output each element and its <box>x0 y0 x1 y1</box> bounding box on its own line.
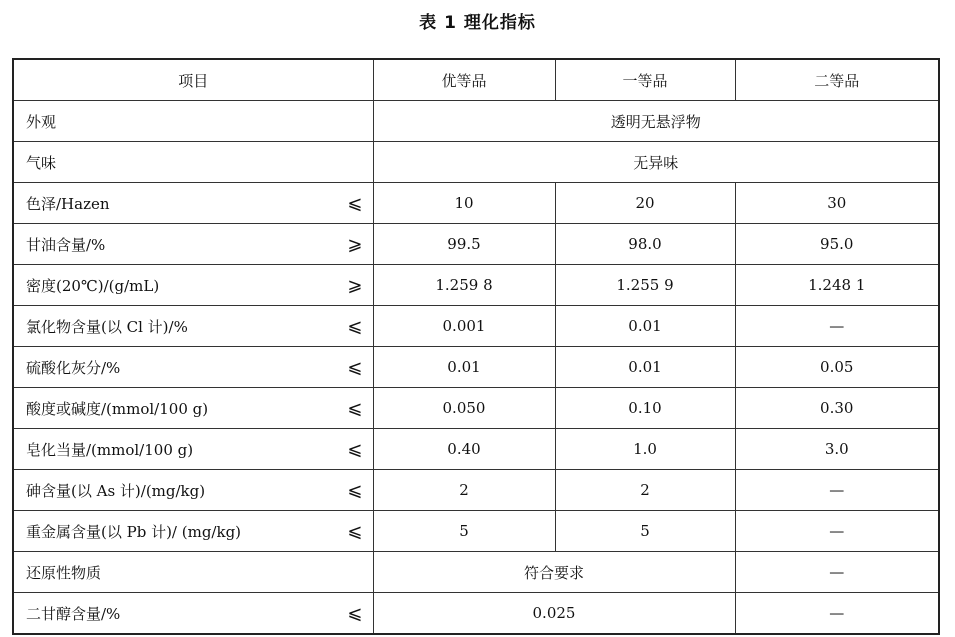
header-grade-first: 一等品 <box>555 59 735 101</box>
table-row <box>13 224 939 265</box>
table-row <box>13 347 939 388</box>
table-row <box>13 183 939 224</box>
table-row <box>13 470 939 511</box>
table-row <box>13 552 939 593</box>
value-second: — <box>735 306 939 347</box>
table-row <box>13 388 939 429</box>
comparison-symbol: ⩽ <box>347 397 363 419</box>
value-premium: 2 <box>373 470 555 511</box>
value-premium: 1.259 8 <box>373 265 555 306</box>
comparison-symbol: ⩽ <box>347 520 363 542</box>
value-premium-first-merged: 符合要求 <box>373 552 735 593</box>
row-item: 重金属含量(以 Pb 计)/ (mg/kg) <box>26 522 242 541</box>
row-item: 砷含量(以 As 计)/(mg/kg) <box>26 481 206 500</box>
table-title: 表 1 理化指标 <box>419 13 536 33</box>
table-row <box>13 265 939 306</box>
header-grade-second: 二等品 <box>735 59 939 101</box>
table-row <box>13 101 939 142</box>
value-first: 0.01 <box>555 347 735 388</box>
row-item: 甘油含量/% <box>26 235 106 254</box>
comparison-symbol: ⩽ <box>347 479 363 501</box>
value-second: 1.248 1 <box>735 265 939 306</box>
value-first: 0.01 <box>555 306 735 347</box>
table-row <box>13 429 939 470</box>
table-row <box>13 593 939 635</box>
value-first: 98.0 <box>555 224 735 265</box>
table-row <box>13 511 939 552</box>
value-premium-first-merged: 0.025 <box>373 593 735 635</box>
comparison-symbol: ⩾ <box>347 233 363 255</box>
specification-table <box>12 58 940 635</box>
row-item: 色泽/Hazen <box>26 194 110 213</box>
value-premium: 0.001 <box>373 306 555 347</box>
row-item: 还原性物质 <box>13 552 373 593</box>
row-item: 气味 <box>13 142 373 183</box>
value-second: — <box>735 511 939 552</box>
value-premium: 0.40 <box>373 429 555 470</box>
comparison-symbol: ⩽ <box>347 602 363 624</box>
value-second: 0.05 <box>735 347 939 388</box>
row-item: 二甘醇含量/% <box>26 604 121 623</box>
header-grade-premium: 优等品 <box>373 59 555 101</box>
row-item: 酸度或碱度/(mmol/100 g) <box>26 399 209 418</box>
value-premium: 10 <box>373 183 555 224</box>
comparison-symbol: ⩾ <box>347 274 363 296</box>
value-first: 1.0 <box>555 429 735 470</box>
value-premium: 5 <box>373 511 555 552</box>
comparison-symbol: ⩽ <box>347 356 363 378</box>
table-row <box>13 306 939 347</box>
comparison-symbol: ⩽ <box>347 315 363 337</box>
comparison-symbol: ⩽ <box>347 192 363 214</box>
value-second: — <box>735 552 939 593</box>
comparison-symbol: ⩽ <box>347 438 363 460</box>
row-item: 外观 <box>13 101 373 142</box>
value-second: 95.0 <box>735 224 939 265</box>
value-second: — <box>735 470 939 511</box>
row-item: 密度(20℃)/(g/mL) <box>26 276 160 295</box>
value-second: 3.0 <box>735 429 939 470</box>
table-row <box>13 142 939 183</box>
row-item: 硫酸化灰分/% <box>26 358 121 377</box>
value-premium: 0.050 <box>373 388 555 429</box>
value-first: 0.10 <box>555 388 735 429</box>
value-second: 30 <box>735 183 939 224</box>
row-value-merged: 无异味 <box>373 142 939 183</box>
row-value-merged: 透明无悬浮物 <box>373 101 939 142</box>
header-row <box>13 59 939 101</box>
row-item: 氯化物含量(以 Cl 计)/% <box>26 317 188 336</box>
value-premium: 0.01 <box>373 347 555 388</box>
value-second: 0.30 <box>735 388 939 429</box>
value-first: 2 <box>555 470 735 511</box>
header-item: 项目 <box>13 59 373 101</box>
value-second: — <box>735 593 939 635</box>
value-first: 5 <box>555 511 735 552</box>
row-item: 皂化当量/(mmol/100 g) <box>26 440 194 459</box>
value-first: 20 <box>555 183 735 224</box>
value-premium: 99.5 <box>373 224 555 265</box>
value-first: 1.255 9 <box>555 265 735 306</box>
